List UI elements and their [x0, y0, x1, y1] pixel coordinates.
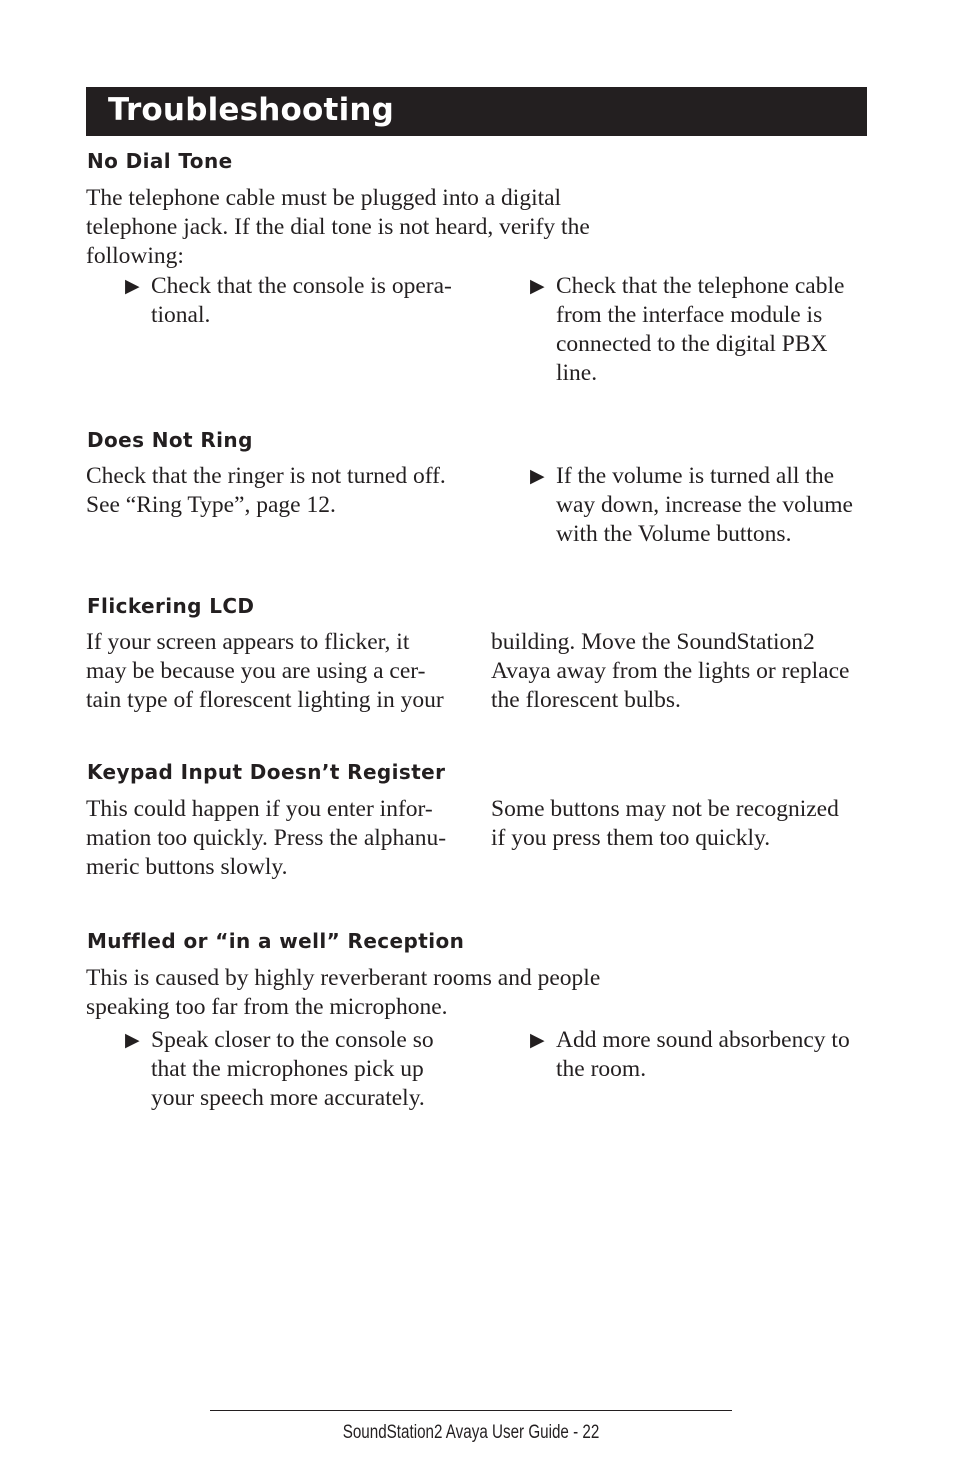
page-footer: SoundStation2 Avaya User Guide - 22 — [342, 1422, 600, 1443]
bullet-text: If the volume is turned all the way down, increase the volume with the Volume buttons. — [556, 463, 853, 547]
section-heading-keypad-input: Keypad Input Doesn’t Register — [87, 760, 446, 784]
bullet-arrow-icon: ▶ — [530, 276, 545, 297]
bullet-arrow-icon: ▶ — [125, 1030, 140, 1051]
bullet-text: Speak closer to the console so that the microphones pick up your speech more accurately. — [151, 1027, 434, 1111]
bullet-arrow-icon: ▶ — [530, 1030, 545, 1051]
bullet-arrow-icon: ▶ — [125, 276, 140, 297]
flickering-lcd-left-text: If your screen appears to flicker, it may be because you are using a cer- tain type of florescent lighting in your — [86, 629, 444, 713]
flickering-lcd-right-text: building. Move the SoundStation2 Avaya away from the lights or replace the florescent bulbs. — [491, 629, 850, 713]
bullet-text: Add more sound absorbency to the room. — [556, 1027, 850, 1082]
section-heading-no-dial-tone: No Dial Tone — [87, 149, 233, 173]
title-bar — [86, 87, 867, 136]
bullet-text: Check that the console is opera- tional. — [151, 273, 452, 328]
does-not-ring-text: Check that the ringer is not turned off. See “Ring Type”, page 12. — [86, 463, 446, 518]
keypad-input-right-text: Some buttons may not be recognized if you press them too quickly. — [491, 796, 839, 851]
section-heading-does-not-ring: Does Not Ring — [87, 428, 253, 452]
bullet-arrow-icon: ▶ — [530, 466, 545, 487]
section-heading-flickering-lcd: Flickering LCD — [87, 594, 255, 618]
footer-divider — [210, 1410, 732, 1411]
page-title: Troubleshooting — [108, 92, 395, 128]
keypad-input-left-text: This could happen if you enter infor- mation too quickly. Press the alphanu- meric buttons slowly. — [86, 796, 447, 880]
muffled-reception-intro: This is caused by highly reverberant rooms and people speaking too far from the microphone. — [86, 965, 601, 1020]
section-heading-muffled-reception: Muffled or “in a well” Reception — [87, 929, 465, 953]
no-dial-tone-intro: The telephone cable must be plugged into a digital telephone jack. If the dial tone is not heard, verify the following: — [86, 185, 590, 269]
bullet-text: Check that the telephone cable from the interface module is connected to the digital PBX line. — [556, 273, 845, 386]
